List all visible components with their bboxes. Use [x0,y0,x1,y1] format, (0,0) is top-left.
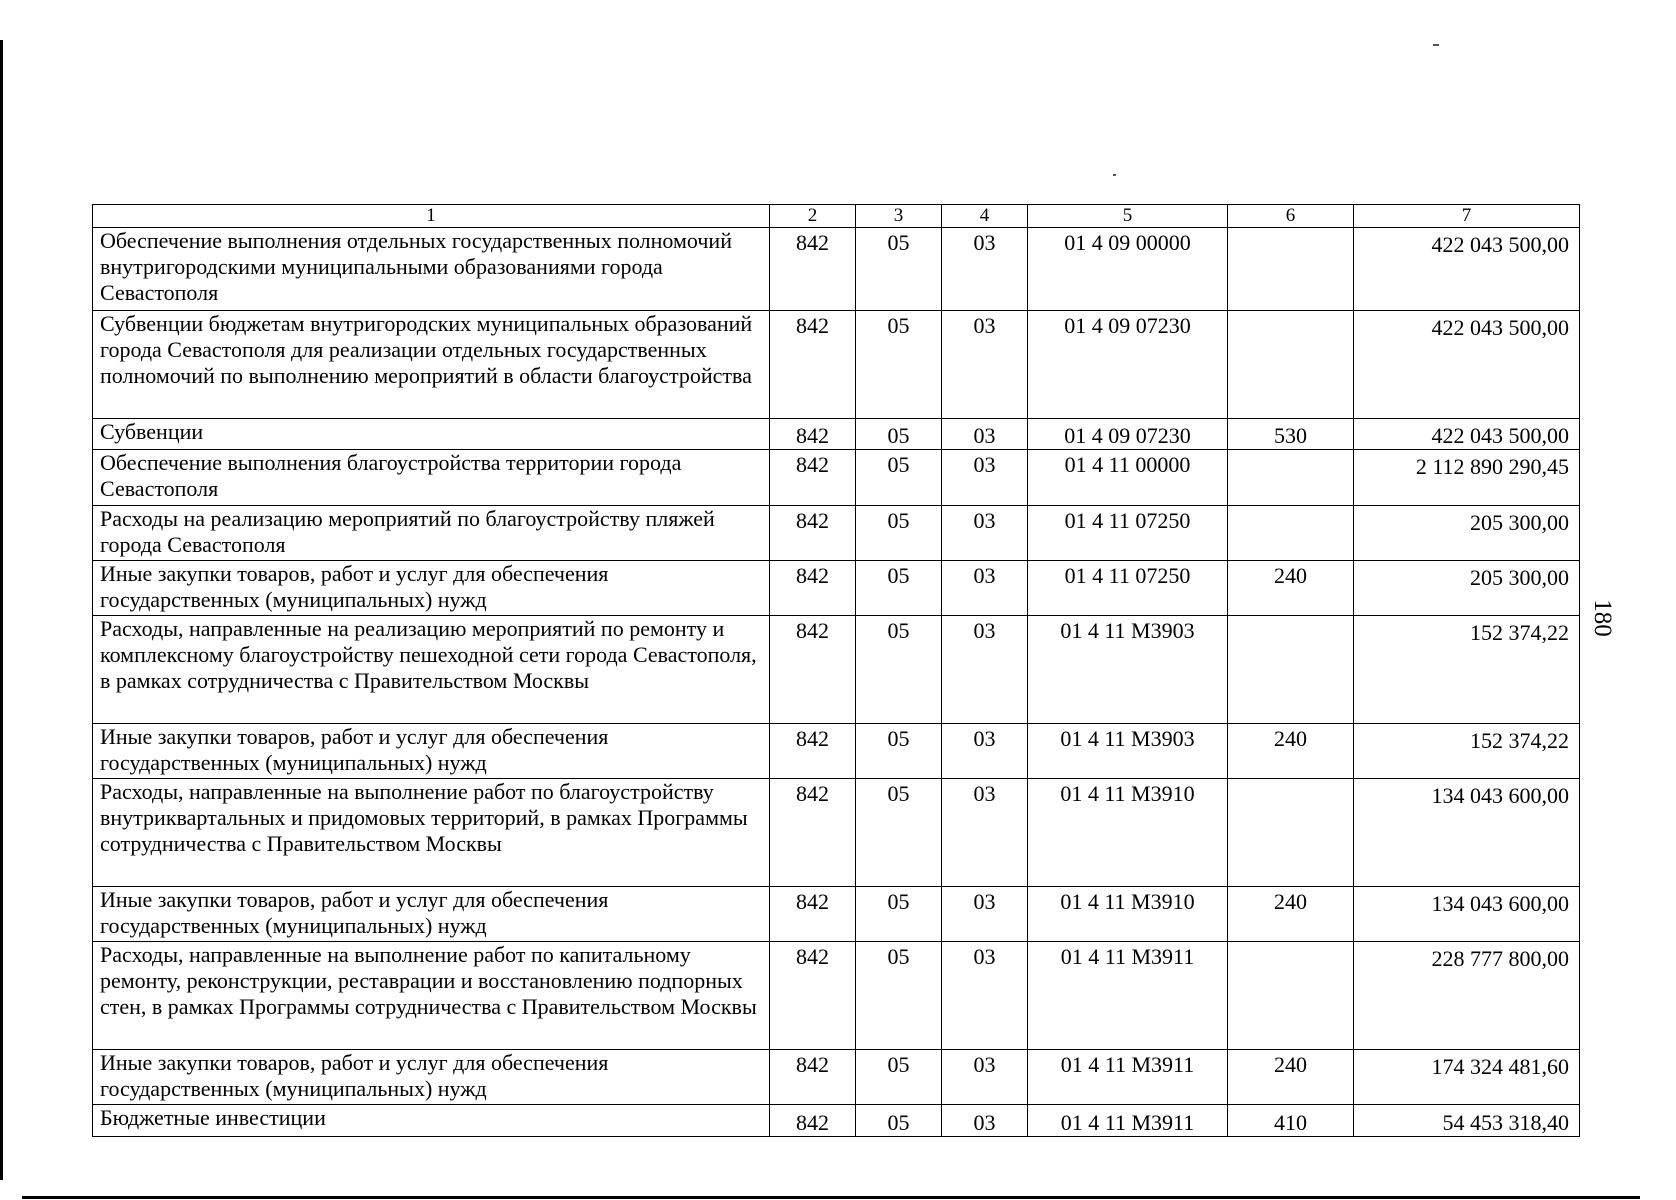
row-name-cell: Субвенции бюджетам внутригородских муниципальных образований города Севастополя для реализации отдельных государственных полномочий по выполнению мероприятий в области благоустройства [93,311,770,419]
row-amount-cell: 2 112 890 290,45 [1354,450,1580,506]
row-admin-code-cell: 842 [770,724,856,779]
row-section-cell: 05 [856,450,942,506]
header-cell-1: 1 [93,205,770,228]
table-row [93,887,1580,942]
row-subsection-cell: 03 [942,228,1028,311]
row-section-cell: 05 [856,419,942,450]
row-subsection-cell: 03 [942,419,1028,450]
table-row [93,942,1580,1050]
row-expense-type-cell [1228,616,1354,724]
row-subsection-cell: 03 [942,506,1028,561]
row-expense-type-cell: 530 [1228,419,1354,450]
row-admin-code-cell: 842 [770,450,856,506]
row-name-cell: Расходы, направленные на выполнение работ по капитальному ремонту, реконструкции, реставрации и восстановлению подпорных стен, в рамках Программы сотрудничества с Правительством Москвы [93,942,770,1050]
row-admin-code-cell: 842 [770,228,856,311]
row-section-cell: 05 [856,616,942,724]
row-amount-cell: 205 300,00 [1354,506,1580,561]
table-row [93,228,1580,311]
row-admin-code-cell: 842 [770,616,856,724]
row-target-article-cell: 01 4 11 07250 [1028,506,1228,561]
row-amount-cell: 228 777 800,00 [1354,942,1580,1050]
row-admin-code-cell: 842 [770,561,856,616]
row-amount-cell: 134 043 600,00 [1354,887,1580,942]
row-section-cell: 05 [856,887,942,942]
scan-speck [1113,174,1116,176]
row-expense-type-cell [1228,779,1354,887]
row-subsection-cell: 03 [942,450,1028,506]
header-cell-5: 5 [1028,205,1228,228]
row-target-article-cell: 01 4 11 М3903 [1028,616,1228,724]
row-admin-code-cell: 842 [770,419,856,450]
row-admin-code-cell: 842 [770,942,856,1050]
row-amount-cell: 152 374,22 [1354,724,1580,779]
row-subsection-cell: 03 [942,724,1028,779]
table-row [93,779,1580,887]
table-header-row [93,205,1580,228]
scan-speck [1433,44,1439,46]
table-row [93,1105,1580,1137]
row-name-cell: Субвенции [93,419,770,450]
budget-table [92,204,1580,1137]
row-target-article-cell: 01 4 11 М3903 [1028,724,1228,779]
row-expense-type-cell [1228,228,1354,311]
row-amount-cell: 152 374,22 [1354,616,1580,724]
row-admin-code-cell: 842 [770,1105,856,1137]
row-admin-code-cell: 842 [770,779,856,887]
row-subsection-cell: 03 [942,311,1028,419]
row-name-cell: Иные закупки товаров, работ и услуг для обеспечения государственных (муниципальных) нужд [93,887,770,942]
row-expense-type-cell [1228,506,1354,561]
table-row [93,1050,1580,1105]
row-target-article-cell: 01 4 11 00000 [1028,450,1228,506]
table-row [93,616,1580,724]
row-target-article-cell: 01 4 11 07250 [1028,561,1228,616]
row-amount-cell: 54 453 318,40 [1354,1105,1580,1137]
row-target-article-cell: 01 4 11 М3911 [1028,1105,1228,1137]
row-section-cell: 05 [856,942,942,1050]
row-subsection-cell: 03 [942,1105,1028,1137]
row-expense-type-cell: 240 [1228,887,1354,942]
header-cell-7: 7 [1354,205,1580,228]
page-number: 180 [1589,599,1616,637]
row-target-article-cell: 01 4 11 М3910 [1028,779,1228,887]
scan-left-border [0,40,3,1180]
row-name-cell: Обеспечение выполнения отдельных государственных полномочий внутригородскими муниципальными образованиями города Севастополя [93,228,770,311]
row-amount-cell: 134 043 600,00 [1354,779,1580,887]
table-row [93,506,1580,561]
row-admin-code-cell: 842 [770,506,856,561]
table-row [93,419,1580,450]
row-subsection-cell: 03 [942,1050,1028,1105]
row-expense-type-cell: 240 [1228,561,1354,616]
row-subsection-cell: 03 [942,616,1028,724]
row-subsection-cell: 03 [942,561,1028,616]
row-target-article-cell: 01 4 11 М3911 [1028,1050,1228,1105]
row-subsection-cell: 03 [942,942,1028,1050]
row-section-cell: 05 [856,561,942,616]
row-expense-type-cell [1228,942,1354,1050]
row-section-cell: 05 [856,1050,942,1105]
header-cell-6: 6 [1228,205,1354,228]
row-section-cell: 05 [856,311,942,419]
row-expense-type-cell: 240 [1228,1050,1354,1105]
row-admin-code-cell: 842 [770,887,856,942]
row-admin-code-cell: 842 [770,1050,856,1105]
row-target-article-cell: 01 4 11 М3910 [1028,887,1228,942]
header-cell-4: 4 [942,205,1028,228]
row-name-cell: Расходы, направленные на выполнение работ по благоустройству внутриквартальных и придомовых территорий, в рамках Программы сотрудничества с Правительством Москвы [93,779,770,887]
row-subsection-cell: 03 [942,887,1028,942]
row-amount-cell: 422 043 500,00 [1354,419,1580,450]
row-amount-cell: 422 043 500,00 [1354,228,1580,311]
row-expense-type-cell [1228,450,1354,506]
row-section-cell: 05 [856,228,942,311]
row-subsection-cell: 03 [942,779,1028,887]
row-section-cell: 05 [856,506,942,561]
row-expense-type-cell: 410 [1228,1105,1354,1137]
row-name-cell: Обеспечение выполнения благоустройства территории города Севастополя [93,450,770,506]
row-name-cell: Иные закупки товаров, работ и услуг для обеспечения государственных (муниципальных) нужд [93,1050,770,1105]
row-name-cell: Расходы, направленные на реализацию мероприятий по ремонту и комплексному благоустройству пешеходной сети города Севастополя, в рамках сотрудничества с Правительством Москвы [93,616,770,724]
row-name-cell: Иные закупки товаров, работ и услуг для обеспечения государственных (муниципальных) нужд [93,561,770,616]
row-name-cell: Расходы на реализацию мероприятий по благоустройству пляжей города Севастополя [93,506,770,561]
table-row [93,311,1580,419]
table-row [93,450,1580,506]
row-amount-cell: 174 324 481,60 [1354,1050,1580,1105]
row-admin-code-cell: 842 [770,311,856,419]
page-bottom-rule [22,1196,1640,1199]
row-target-article-cell: 01 4 11 М3911 [1028,942,1228,1050]
row-target-article-cell: 01 4 09 07230 [1028,311,1228,419]
row-section-cell: 05 [856,724,942,779]
row-target-article-cell: 01 4 09 00000 [1028,228,1228,311]
row-amount-cell: 205 300,00 [1354,561,1580,616]
row-section-cell: 05 [856,1105,942,1137]
table-row [93,561,1580,616]
table-row [93,724,1580,779]
row-section-cell: 05 [856,779,942,887]
row-name-cell: Бюджетные инвестиции [93,1105,770,1137]
row-expense-type-cell: 240 [1228,724,1354,779]
row-amount-cell: 422 043 500,00 [1354,311,1580,419]
row-name-cell: Иные закупки товаров, работ и услуг для обеспечения государственных (муниципальных) нужд [93,724,770,779]
header-cell-2: 2 [770,205,856,228]
row-expense-type-cell [1228,311,1354,419]
budget-table-body [93,205,1580,1137]
header-cell-3: 3 [856,205,942,228]
row-target-article-cell: 01 4 09 07230 [1028,419,1228,450]
